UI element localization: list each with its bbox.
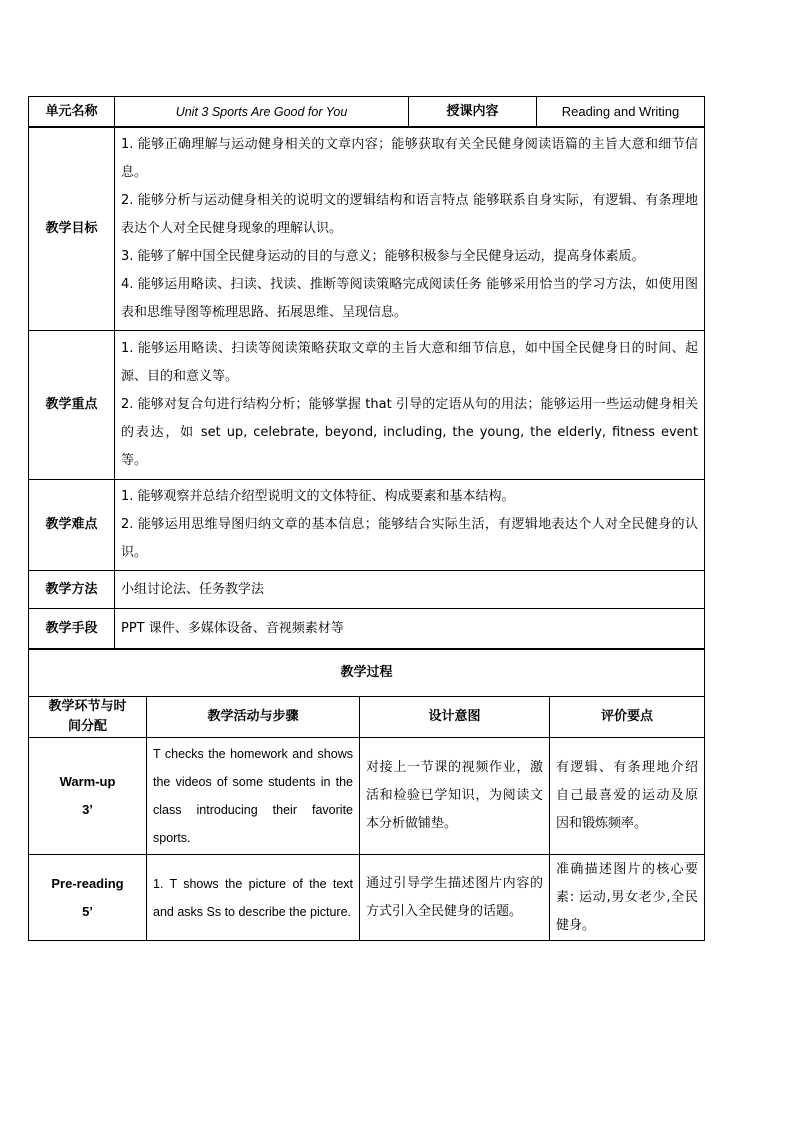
stage-name: Pre-reading [51, 875, 124, 891]
tools-value: PPT 课件、多媒体设备、音视频素材等 [115, 609, 705, 649]
header-eval: 评价要点 [550, 697, 705, 738]
objectives-content [115, 128, 705, 331]
intent-cell: 通过引导学生描述图片内容的方式引入全民健身的话题。 [360, 855, 550, 941]
process-title: 教学过程 [29, 650, 705, 697]
objective-item: 1. 能够正确理解与运动健身相关的文章内容；能够获取有关全民健身阅读语篇的主旨大意和细节信息。 [121, 137, 698, 180]
content-value: Reading and Writing [537, 97, 705, 127]
tools-label: 教学手段 [29, 609, 115, 649]
objectives-label: 教学目标 [29, 128, 115, 331]
difficulty-item: 2. 能够运用思维导图归纳文章的基本信息；能够结合实际生活，有逻辑地表达个人对全民健身的认识。 [121, 517, 698, 560]
activity-cell: 1. T shows the picture of the text and asks Ss to describe the picture. [147, 855, 360, 941]
difficulties-content [115, 480, 705, 571]
key-point-item: 2. 能够对复合句进行结构分析；能够掌握 that 引导的定语从句的用法；能够运用一些运动健身相关的表达，如 set up, celebrate, beyond, including, the young, the elderly, fitness event 等。 [121, 397, 698, 468]
key-points-label: 教学重点 [29, 331, 115, 480]
stage-cell [29, 738, 147, 855]
stage-cell [29, 855, 147, 941]
objective-item: 4. 能够运用略读、扫读、找读、推断等阅读策略完成阅读任务 能够采用恰当的学习方法，如使用图表和思维导图等梳理思路、拓展思维、呈现信息。 [121, 277, 698, 320]
process-table [28, 649, 705, 941]
methods-value: 小组讨论法、任务教学法 [115, 571, 705, 609]
unit-label: 单元名称 [29, 97, 115, 127]
key-point-item: 1. 能够运用略读、扫读等阅读策略获取文章的主旨大意和细节信息，如中国全民健身日的时间、起源、目的和意义等。 [121, 341, 698, 384]
unit-value: Unit 3 Sports Are Good for You [115, 97, 409, 127]
content-table [28, 127, 705, 649]
content-label: 授课内容 [409, 97, 537, 127]
difficulty-item: 1. 能够观察并总结介绍型说明文的文体特征、构成要素和基本结构。 [121, 489, 515, 504]
objective-item: 2. 能够分析与运动健身相关的说明文的逻辑结构和语言特点 能够联系自身实际，有逻辑、有条理地表达个人对全民健身现象的理解认识。 [121, 193, 698, 236]
difficulties-label: 教学难点 [29, 480, 115, 571]
eval-cell: 准确描述图片的核心要素: 运动,男女老少,全民健身。 [550, 855, 705, 941]
lesson-plan-page [28, 96, 704, 941]
key-points-content [115, 331, 705, 480]
activity-cell: T checks the homework and shows the videos of some students in the class introducing their favorite sports. [147, 738, 360, 855]
intent-cell: 对接上一节课的视频作业，激活和检验已学知识，为阅读文本分析做铺垫。 [360, 738, 550, 855]
eval-cell: 有逻辑、有条理地介绍自己最喜爱的运动及原因和锻炼频率。 [550, 738, 705, 855]
info-table [28, 96, 705, 127]
header-intent: 设计意图 [360, 697, 550, 738]
stage-time: 3’ [82, 802, 93, 817]
stage-name: Warm-up [59, 774, 116, 789]
stage-time: 5’ [82, 903, 93, 919]
header-stage-time: 教学环节与时间分配 [29, 697, 147, 738]
header-activity: 教学活动与步骤 [147, 697, 360, 738]
methods-label: 教学方法 [29, 571, 115, 609]
objective-item: 3. 能够了解中国全民健身运动的目的与意义；能够积极参与全民健身运动，提高身体素质。 [121, 249, 645, 264]
